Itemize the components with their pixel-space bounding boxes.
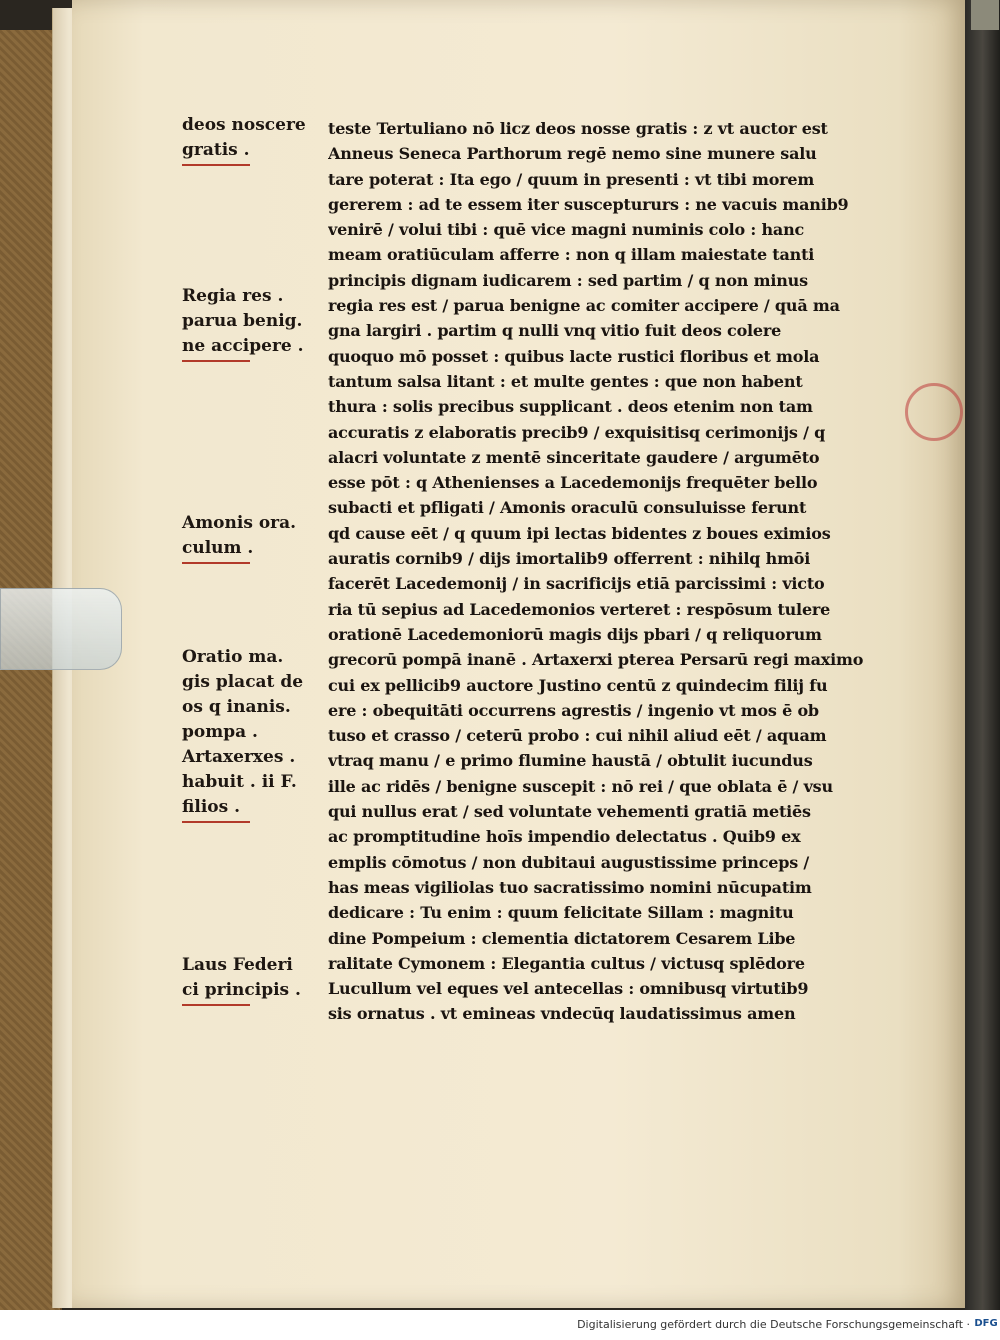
margin-note-line: parua benig. — [182, 311, 303, 331]
rubric-underline — [182, 360, 250, 362]
margin-note-line: pompa . — [182, 722, 258, 742]
page-holder-tab — [0, 588, 122, 670]
text-line: dedicare : Tu enim : quum felicitate Sillam : magnitu — [328, 903, 794, 923]
margin-note-line: habuit . ii F. — [182, 772, 297, 792]
margin-note-line: deos noscere — [182, 115, 306, 135]
margin-note-line: filios . — [182, 797, 241, 817]
text-line: quoquo mō posset : quibus lacte rustici floribus et mola — [328, 346, 820, 366]
text-line: esse pōt : q Athenienses a Lacedemonijs frequēter bello — [328, 473, 818, 493]
text-line: tare poterat : Ita ego / quum in presenti : vt tibi morem — [328, 169, 815, 189]
rubric-underline — [182, 821, 250, 823]
right-binding — [965, 0, 1000, 1310]
text-line: cui ex pellicib9 auctore Justino centū z quindecim filij fu — [328, 675, 828, 695]
text-line: tantum salsa litant : et multe gentes : que non habent — [328, 371, 803, 391]
margin-note-line: Laus Federi — [182, 955, 293, 975]
text-line: subacti et pfligati / Amonis oraculū consuluisse ferunt — [328, 498, 807, 518]
margin-note-line: gis placat de — [182, 672, 304, 692]
margin-note-line: culum . — [182, 538, 254, 558]
text-line: ralitate Cymonem : Elegantia cultus / victusq splēdore — [328, 953, 805, 973]
text-line: dine Pompeium : clementia dictatorem Cesarem Libe — [328, 928, 796, 948]
margin-note-amonis — [182, 511, 322, 564]
text-line: ria tū sepius ad Lacedemonios verteret : respōsum tulere — [328, 599, 831, 619]
text-line: has meas vigiliolas tuo sacratissimo nomini nūcupatim — [328, 877, 812, 897]
margin-note-line: ci principis . — [182, 980, 301, 1000]
text-line: grecorū pompā inanē . Artaxerxi pterea Persarū regi maximo — [328, 650, 864, 670]
margin-note-line: os q inanis. — [182, 697, 291, 717]
text-line: qui nullus erat / sed voluntate vehementi gratiā metiēs — [328, 802, 811, 822]
text-line: auratis cornib9 / dijs imortalib9 offerrent : nihilq hmōi — [328, 549, 811, 569]
text-line: gererem : ad te essem iter susceptururs : ne vacuis manib9 — [328, 194, 849, 214]
dfg-logo-icon: DFG — [974, 1318, 998, 1329]
footer-bar — [0, 1310, 1000, 1340]
text-line: ere : obequitāti occurrens agrestis / ingenio vt mos ē ob — [328, 700, 819, 720]
text-line: gna largiri . partim q nulli vnq vitio fuit deos colere — [328, 321, 782, 341]
rubric-underline — [182, 164, 250, 166]
text-line: facerēt Lacedemonij / in sacrificijs etiā parcissimi : victo — [328, 574, 825, 594]
text-line: thura : solis precibus supplicant . deos etenim non tam — [328, 397, 813, 417]
margin-note-line: Regia res . — [182, 286, 284, 306]
text-line: vtraq manu / e primo flumine haustā / obtulit iucundus — [328, 751, 813, 771]
text-line: meam oratiūculam afferre : non q illam maiestate tanti — [328, 245, 815, 265]
text-line: principis dignam iudicarem : sed partim / q non minus — [328, 270, 808, 290]
text-line: ac promptitudine hoīs impendio delectatus . Quib9 ex — [328, 827, 801, 847]
text-line: qd cause eēt / q quum ipi lectas bidentes z boues eximios — [328, 523, 831, 543]
text-line: Anneus Seneca Parthorum regē nemo sine munere salu — [328, 144, 817, 164]
text-line: tuso et crasso / ceterū probo : cui nihil aliud eēt / aquam — [328, 726, 827, 746]
text-line: regia res est / parua benigne ac comiter accipere / quā ma — [328, 296, 840, 316]
text-line: ille ac ridēs / benigne suscepit : nō rei / que oblata ē / vsu — [328, 776, 833, 796]
margin-note-line: gratis . — [182, 140, 250, 160]
margin-note-laus — [182, 953, 322, 1006]
margin-note-deos — [182, 113, 322, 166]
main-text-block — [328, 116, 898, 1027]
library-stamp-icon — [905, 383, 963, 441]
margin-note-regia — [182, 284, 322, 362]
margin-note-line: Amonis ora. — [182, 513, 297, 533]
text-line: sis ornatus . vt emineas vndecūq laudatissimus amen — [328, 1004, 796, 1024]
footer-credit: Digitalisierung gefördert durch die Deutsche Forschungsgemeinschaft · — [577, 1318, 970, 1331]
text-line: venirē / volui tibi : quē vice magni numinis colo : hanc — [328, 220, 805, 240]
text-line: emplis cōmotus / non dubitaui augustissime princeps / — [328, 852, 810, 872]
text-line: alacri voluntate z mentē sinceritate gaudere / argumēto — [328, 447, 820, 467]
text-line: teste Tertuliano nō licz deos nosse gratis : z vt auctor est — [328, 119, 828, 138]
margin-note-line: Artaxerxes . — [182, 747, 296, 767]
rubric-underline — [182, 1004, 250, 1006]
margin-note-line: Oratio ma. — [182, 647, 284, 667]
margin-note-line: ne accipere . — [182, 336, 304, 356]
text-line: accuratis z elaboratis precib9 / exquisitisq cerimonijs / q — [328, 422, 826, 442]
text-line: Lucullum vel eques vel antecellas : omnibusq virtutib9 — [328, 979, 809, 999]
rubric-underline — [182, 562, 250, 564]
margin-note-oratio — [182, 645, 322, 823]
text-line: orationē Lacedemoniorū magis dijs pbari / q reliquorum — [328, 624, 822, 644]
